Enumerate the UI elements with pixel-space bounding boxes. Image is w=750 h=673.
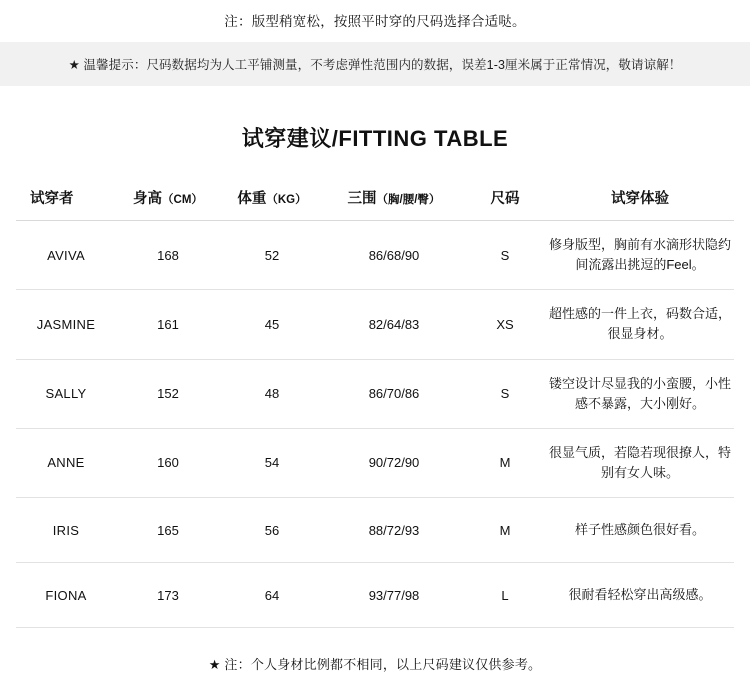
table-body [16, 221, 734, 628]
column-header-measurements-unit: （胸/腰/臀） [376, 194, 441, 206]
cell-measurements: 86/68/90 [324, 221, 464, 290]
cell-height: 168 [116, 221, 220, 290]
column-header-model-label: 试穿者 [30, 191, 74, 207]
table-row [16, 221, 734, 290]
cell-model-name: JASMINE [16, 290, 116, 359]
cell-measurements: 82/64/83 [324, 290, 464, 359]
cell-height: 165 [116, 498, 220, 563]
cell-weight: 56 [220, 498, 324, 563]
cell-experience: 很耐看轻松穿出高级感。 [546, 563, 734, 628]
tip-banner [0, 42, 750, 86]
top-note: 注：版型稍宽松，按照平时穿的尺码选择合适哒。 [224, 14, 526, 29]
cell-model-name: AVIVA [16, 221, 116, 290]
cell-height: 173 [116, 563, 220, 628]
cell-model-name: ANNE [16, 428, 116, 497]
column-header-height-unit: （CM） [162, 194, 203, 206]
table-header [16, 179, 734, 221]
cell-experience: 镂空设计尽显我的小蛮腰，小性感不暴露，大小刚好。 [546, 359, 734, 428]
cell-measurements: 90/72/90 [324, 428, 464, 497]
cell-height: 161 [116, 290, 220, 359]
column-header-height [116, 179, 220, 221]
column-header-weight [220, 179, 324, 221]
column-header-weight-label: 体重 [237, 191, 267, 207]
cell-size: M [464, 498, 546, 563]
cell-weight: 54 [220, 428, 324, 497]
cell-experience: 修身版型，胸前有水滴形状隐约间流露出挑逗的Feel。 [546, 221, 734, 290]
cell-height: 160 [116, 428, 220, 497]
table-row [16, 428, 734, 497]
cell-size: XS [464, 290, 546, 359]
cell-size: S [464, 221, 546, 290]
table-header-row [16, 179, 734, 221]
cell-experience: 样子性感颜色很好看。 [546, 498, 734, 563]
column-header-measurements-label: 三围 [347, 191, 377, 207]
cell-weight: 52 [220, 221, 324, 290]
column-header-experience-label: 试穿体验 [611, 191, 669, 207]
cell-size: M [464, 428, 546, 497]
cell-measurements: 86/70/86 [324, 359, 464, 428]
cell-height: 152 [116, 359, 220, 428]
cell-model-name: FIONA [16, 563, 116, 628]
cell-experience: 很显气质，若隐若现很撩人，特别有女人味。 [546, 428, 734, 497]
cell-size: S [464, 359, 546, 428]
cell-weight: 45 [220, 290, 324, 359]
page-title: 试穿建议/FITTING TABLE [241, 126, 509, 151]
cell-size: L [464, 563, 546, 628]
cell-weight: 64 [220, 563, 324, 628]
cell-model-name: IRIS [16, 498, 116, 563]
cell-measurements: 88/72/93 [324, 498, 464, 563]
column-header-measurements [324, 179, 464, 221]
tip-banner-text: ★ 温馨提示：尺码数据均为人工平铺测量，不考虑弹性范围内的数据，误差1-3厘米属于正常情况，敬请谅解！ [68, 58, 682, 72]
column-header-weight-unit: （KG） [266, 194, 307, 206]
cell-experience: 超性感的一件上衣，码数合适，很显身材。 [546, 290, 734, 359]
table-row [16, 563, 734, 628]
fitting-table-wrapper [16, 179, 734, 628]
cell-model-name: SALLY [16, 359, 116, 428]
column-header-size-label: 尺码 [490, 191, 520, 207]
column-header-height-label: 身高 [133, 191, 163, 207]
table-row [16, 498, 734, 563]
column-header-experience [546, 179, 734, 221]
table-row [16, 359, 734, 428]
fitting-table [16, 179, 734, 628]
cell-measurements: 93/77/98 [324, 563, 464, 628]
bottom-note: ★ 注：个人身材比例都不相同，以上尺码建议仅供参考。 [208, 657, 542, 673]
cell-weight: 48 [220, 359, 324, 428]
column-header-size [464, 179, 546, 221]
table-row [16, 290, 734, 359]
column-header-model [16, 179, 116, 221]
